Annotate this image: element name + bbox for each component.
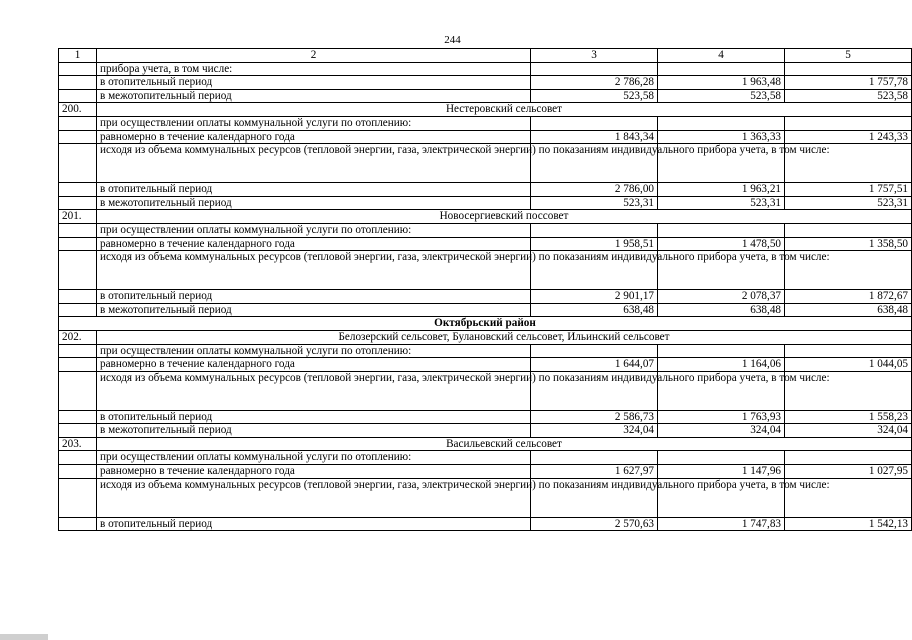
value-cell: 1 164,06 xyxy=(658,358,785,372)
row-label: прибора учета, в том числе: xyxy=(97,62,531,76)
row-label: в межотопительный период xyxy=(97,303,531,317)
row-label: исходя из объема коммунальных ресурсов (тепловой энергии, газа, электрической энергии) по показаниям индивидуального прибора учета, в том числе: xyxy=(97,144,531,183)
value-cell: 324,04 xyxy=(531,424,658,438)
table-row xyxy=(59,144,912,183)
row-label: в отопительный период xyxy=(97,410,531,424)
value-cell: 1 478,50 xyxy=(658,237,785,251)
column-header: 1 xyxy=(59,49,97,63)
table-row xyxy=(59,130,912,144)
section-number: 202. xyxy=(59,330,97,344)
row-label: равномерно в течение календарного года xyxy=(97,358,531,372)
value-cell: 1 027,95 xyxy=(785,465,912,479)
district-header-row xyxy=(59,317,912,331)
value-cell: 638,48 xyxy=(658,303,785,317)
table-row xyxy=(59,478,912,517)
value-cell: 523,31 xyxy=(658,196,785,210)
value-cell: 1 963,21 xyxy=(658,183,785,197)
table-row xyxy=(59,290,912,304)
table-row xyxy=(59,116,912,130)
table-row xyxy=(59,196,912,210)
table-row xyxy=(59,62,912,76)
row-label: равномерно в течение календарного года xyxy=(97,130,531,144)
table-row xyxy=(59,410,912,424)
row-label: в межотопительный период xyxy=(97,89,531,103)
value-cell: 1 747,83 xyxy=(658,517,785,531)
row-label: в межотопительный период xyxy=(97,424,531,438)
row-label: при осуществлении оплаты коммунальной услуги по отоплению: xyxy=(97,451,531,465)
row-label: в отопительный период xyxy=(97,183,531,197)
value-cell: 523,58 xyxy=(785,89,912,103)
section-name: Белозерский сельсовет, Булановский сельсовет, Ильинский сельсовет xyxy=(97,330,912,344)
row-label: в отопительный период xyxy=(97,290,531,304)
value-cell: 1 963,48 xyxy=(658,76,785,90)
row-label: исходя из объема коммунальных ресурсов (тепловой энергии, газа, электрической энергии) по показаниям индивидуального прибора учета, в том числе: xyxy=(97,478,531,517)
table-row xyxy=(59,358,912,372)
row-label: при осуществлении оплаты коммунальной услуги по отоплению: xyxy=(97,344,531,358)
value-cell: 2 786,28 xyxy=(531,76,658,90)
table-row xyxy=(59,303,912,317)
table-row xyxy=(59,344,912,358)
value-cell: 523,58 xyxy=(531,89,658,103)
section-number: 203. xyxy=(59,437,97,451)
value-cell: 638,48 xyxy=(531,303,658,317)
table-row xyxy=(59,371,912,410)
value-cell: 1 958,51 xyxy=(531,237,658,251)
value-cell: 1 542,13 xyxy=(785,517,912,531)
section-name: Нестеровский сельсовет xyxy=(97,103,912,117)
value-cell: 1 147,96 xyxy=(658,465,785,479)
table-row xyxy=(59,424,912,438)
value-cell: 1 843,34 xyxy=(531,130,658,144)
table-row xyxy=(59,465,912,479)
table-row xyxy=(59,89,912,103)
section-header-row xyxy=(59,210,912,224)
table-row xyxy=(59,183,912,197)
value-cell: 1 558,23 xyxy=(785,410,912,424)
value-cell: 1 757,51 xyxy=(785,183,912,197)
value-cell: 2 570,63 xyxy=(531,517,658,531)
value-cell: 1 243,33 xyxy=(785,130,912,144)
value-cell: 2 901,17 xyxy=(531,290,658,304)
value-cell: 1 763,93 xyxy=(658,410,785,424)
value-cell: 1 757,78 xyxy=(785,76,912,90)
row-label: в отопительный период xyxy=(97,517,531,531)
column-header-row xyxy=(59,49,912,63)
row-label: исходя из объема коммунальных ресурсов (тепловой энергии, газа, электрической энергии) по показаниям индивидуального прибора учета, в том числе: xyxy=(97,371,531,410)
value-cell: 2 586,73 xyxy=(531,410,658,424)
row-number xyxy=(59,62,97,76)
tariff-table xyxy=(58,48,912,531)
section-header-row xyxy=(59,103,912,117)
value-cell: 1 044,05 xyxy=(785,358,912,372)
value-cell: 324,04 xyxy=(658,424,785,438)
section-header-row xyxy=(59,437,912,451)
column-header: 4 xyxy=(658,49,785,63)
value-cell: 523,58 xyxy=(658,89,785,103)
row-label: равномерно в течение календарного года xyxy=(97,465,531,479)
row-label: при осуществлении оплаты коммунальной услуги по отоплению: xyxy=(97,223,531,237)
row-number xyxy=(59,76,97,90)
value-cell: 2 786,00 xyxy=(531,183,658,197)
row-label: равномерно в течение календарного года xyxy=(97,237,531,251)
value-cell: 1 872,67 xyxy=(785,290,912,304)
value-cell: 638,48 xyxy=(785,303,912,317)
table-row xyxy=(59,223,912,237)
value-cell: 523,31 xyxy=(531,196,658,210)
column-header: 3 xyxy=(531,49,658,63)
row-label: в отопительный период xyxy=(97,76,531,90)
district-title: Октябрьский район xyxy=(59,317,912,331)
row-label: исходя из объема коммунальных ресурсов (тепловой энергии, газа, электрической энергии) по показаниям индивидуального прибора учета, в том числе: xyxy=(97,251,531,290)
value-cell: 1 644,07 xyxy=(531,358,658,372)
scroll-marker xyxy=(0,634,48,640)
column-header: 2 xyxy=(97,49,531,63)
value-cell: 324,04 xyxy=(785,424,912,438)
column-header: 5 xyxy=(785,49,912,63)
section-name: Новосергиевский поссовет xyxy=(97,210,912,224)
value-cell: 1 627,97 xyxy=(531,465,658,479)
table-row xyxy=(59,237,912,251)
table-row xyxy=(59,251,912,290)
table-row xyxy=(59,76,912,90)
table-row xyxy=(59,517,912,531)
table-row xyxy=(59,451,912,465)
row-label: в межотопительный период xyxy=(97,196,531,210)
value-cell: 2 078,37 xyxy=(658,290,785,304)
section-header-row xyxy=(59,330,912,344)
row-number xyxy=(59,89,97,103)
value-cell: 1 358,50 xyxy=(785,237,912,251)
value-cell: 523,31 xyxy=(785,196,912,210)
section-number: 201. xyxy=(59,210,97,224)
row-label: при осуществлении оплаты коммунальной услуги по отоплению: xyxy=(97,116,531,130)
page-number: 244 xyxy=(444,34,461,46)
section-number: 200. xyxy=(59,103,97,117)
section-name: Васильевский сельсовет xyxy=(97,437,912,451)
value-cell: 1 363,33 xyxy=(658,130,785,144)
